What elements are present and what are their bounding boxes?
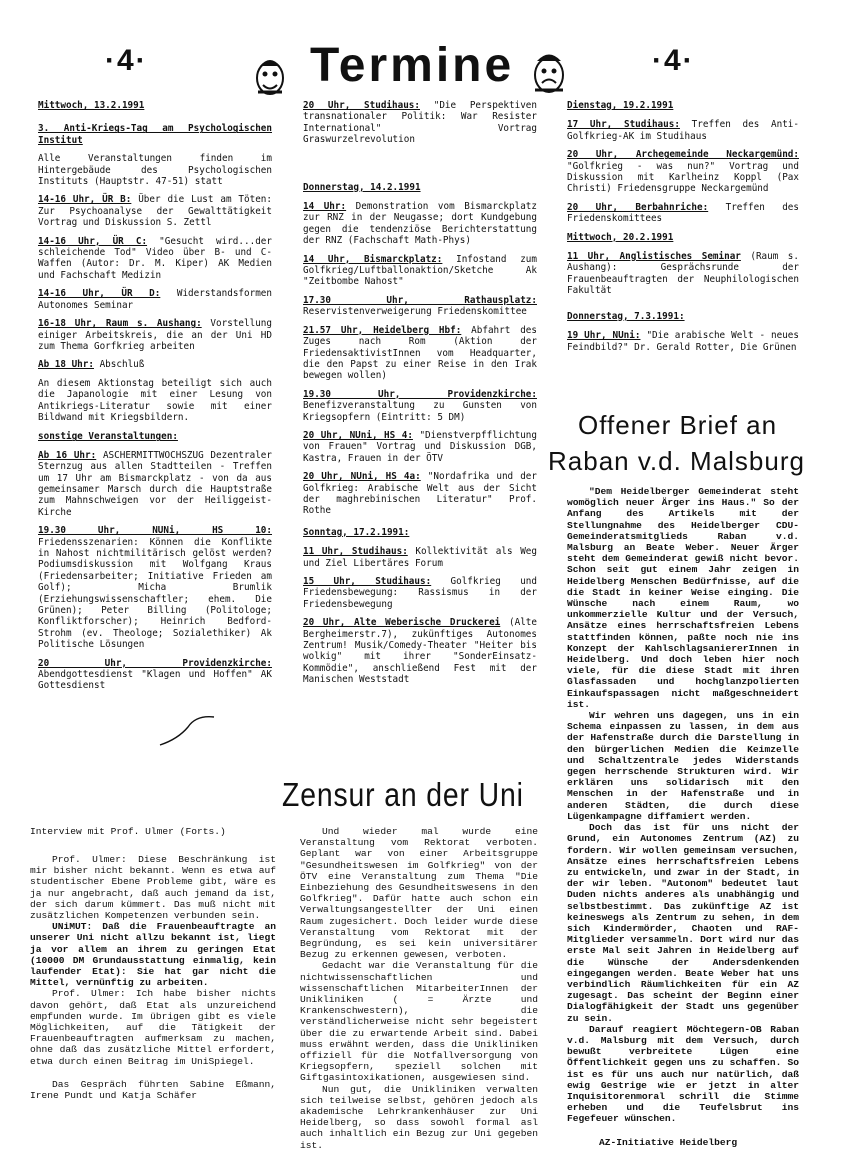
column-1: [38, 100, 272, 752]
date-heading: Donnerstag, 14.2.1991: [303, 181, 421, 193]
interview-text: Das Gespräch führten Sabine Eßmann, Irene Pundt und Katja Schäfer: [30, 1078, 276, 1102]
brief-body: [567, 486, 799, 1148]
event-item: [38, 658, 272, 692]
interview-speaker: UNiMUT:: [52, 921, 93, 933]
interview-text: Diese Beschränkung ist mir bisher nicht bekannt. Wenn es etwa auf studentischer Ebene Probleme gibt, wäre es ja nur angebracht, daß auch jemand da ist, der sich darum kümmert. Das muß nicht mit zusätzlichen Kompetenzen verbunden sein.: [30, 854, 276, 922]
event-text: Abschluß: [93, 359, 145, 371]
event-text: Treffen des Friedenskomittees: [567, 201, 799, 225]
event-item: [303, 576, 537, 610]
brief-title-line1: Offener Brief an: [578, 410, 778, 440]
event-text: Infostand zum Golfkrieg/Luftballonaktion/Sketche Ak "Zeitbombe Nahost": [303, 253, 537, 288]
interview-body: [30, 854, 276, 1101]
event-text: Golfkrieg und Friedensbewegung: Rassismus in der Friedensbewegung: [303, 576, 537, 610]
date-heading: Dienstag, 19.2.1991: [567, 100, 674, 111]
event-text: Über die Lust am Töten: Zur Psychoanalyse der Gewalttätigkeit Vortrag und Diskussion S. Zettl: [38, 194, 272, 229]
event-text: Vorstellung einiger Arbeitskreis, die an der Uni HD zum Thema Gorfkrieg arbeiten: [38, 318, 272, 352]
event-lead: Ab 16 Uhr:: [38, 449, 97, 461]
event-text: "Nordafrika und der Golfkrieg: Arabische Welt aus der Sicht der maghrebinischen Literatur" Prof. Rothe: [303, 471, 537, 517]
event-item: [38, 288, 272, 311]
event-item: [567, 251, 799, 297]
event-lead: 17 Uhr, Studihaus:: [567, 119, 680, 131]
event-lead: 14 Uhr:: [303, 201, 347, 213]
event-lead: 17.30 Uhr, Rathausplatz:: [303, 294, 537, 306]
event-lead: 16-18 Uhr, Raum s. Aushang:: [38, 318, 202, 330]
closing-text: An diesem Aktionstag beteiligt sich auch die Japanologie mit einer Lesung von Antikriegs-Literatur sowie mit einer Bildwand mit Kriegsbildern.: [38, 377, 272, 423]
event-lead: 14-16 Uhr, ÜR B:: [38, 194, 132, 206]
event-text: "Die arabische Welt - neues Feindbild?" Dr. Gerald Rotter, Die Grünen: [567, 330, 799, 353]
event-text: "Die Perspektiven transnationaler Politik: War Resister International" Vortrag Graswurzelrevolution: [303, 100, 537, 146]
event-text: Treffen des Anti-Golfkrieg-AK im Studihaus: [567, 119, 800, 142]
event-item: [303, 201, 537, 247]
event-lead: 15 Uhr, Studihaus:: [303, 576, 432, 587]
event-item: [303, 471, 537, 517]
event-item: [303, 325, 537, 382]
event-text: Friedensszenarien: Können die Konflikte in Nahost nichtmilitärisch gelöst werden? Podiumsdiskussion mit Wolfgang Kraus (Friedensarbeiter; Initiative Frieden am Golf); Micha Brumlik (Erziehungswissenschaftler; ehem. Die Grünen); Peter Billing (Politologe; Konfliktforscher); Heinrich Bedford-Strohm (ev. Theologe; Sozialethiker) Ak Politische Lösungen: [38, 536, 272, 651]
interview-paragraph: [30, 1079, 276, 1101]
mascot-right-icon: [530, 48, 568, 100]
date-heading: Donnerstag, 7.3.1991:: [567, 310, 685, 322]
event-lead: 14 Uhr, Bismarckplatz:: [303, 253, 443, 265]
event-item: [303, 617, 537, 685]
paragraph: Wir wehren uns dagegen, uns in ein Schema einpassen zu lassen, in dem aus der Hafenstraße durch die Darstellung in den bürgerlichen Medien die Keimzelle und Schaltzentrale jedes Widerstands gegen herrschende Strukturen wird. Wir erklären uns solidarisch mit den Menschen in der Hafenstraße und in anderen Städten, die durch diese Lügenkampagne diffamiert werden.: [567, 710, 799, 822]
event-lead: 20 Uhr, Archegemeinde Neckargemünd:: [567, 149, 799, 161]
brief-signature: AZ-Initiative Heidelberg: [599, 1136, 738, 1148]
event-item: [567, 119, 799, 142]
zensur-body: [300, 826, 538, 1151]
date-heading: Sonntag, 17.2.1991:: [303, 526, 410, 538]
event-lead: 20 Uhr, Berbahnriche:: [567, 201, 709, 213]
event-lead: 14-16 Uhr, ÜR D:: [38, 288, 161, 300]
event-lead: 20 Uhr, Studihaus:: [303, 100, 420, 111]
interview-text: Daß die Frauenbeauftragte an unserer Uni nicht allzu bekannt ist, liegt ja vor allem an ihrem zu geringen Etat (10000 DM Grundausstattung einmalig, kein laufender Etat): Sie hat gar nicht die Mittel, vernünftig zu arbeiten.: [30, 921, 276, 989]
event-lead: 21.57 Uhr, Heidelberg Hbf:: [303, 324, 462, 336]
interview-speaker: Prof. Ulmer:: [52, 988, 126, 1000]
date-heading: Mittwoch, 20.2.1991: [567, 231, 674, 243]
event-text: (Alte Bergheimerstr.7), zukünftiges Autonomes Zentrum! Musik/Comedy-Theater "Heiter bis wolkig" mit ihrer "SonderEinsatz-Kommödie", anschließend Fest mit der Manischen Weststadt: [303, 617, 537, 686]
interview-paragraph: [30, 854, 276, 921]
event-text: Abendgottesdienst "Klagen und Hoffen" AK Gottesdienst: [38, 669, 272, 692]
event-text: Demonstration vom Bismarckplatz zur RNZ in der Neugasse; dort Kundgebung gegen die tendenziöse Berichterstattung der RNZ (Fachschaft Math-Phys): [303, 201, 537, 247]
event-lead: 19.30 Uhr, Providenzkirche:: [303, 388, 537, 400]
paragraph: "Dem Heidelberger Gemeinderat steht womöglich neuer Ärger ins Haus." So der Anfang des Artikels mit der Stellungnahme des Heidelberger CDU-Gemeinderatsmitglieds Raban v.d. Malsburg an Beate Weber. Neuer Ärger steht dem Gemeinderat gewiß nicht bevor. Schon seit gut einem Jahr zeigen in Heidelberg Menschen Bedürfnisse, auf die die Stadt in keiner Weise einging. Die Wünsche nach einem Raum, wo unkommerzielle Kultur und der Versuch, Ansätze eines herrschaftsfreien Lebens stattfinden können, paßte noch nie ins Konzept der KahlschlagsaniererInnen in Heidelberg. Und doch leben hier noch viele, für die diese Stadt mit ihren Glasfassaden und hochglanzpolierten Einkaufspassagen nicht maßgeschneidert ist.: [567, 486, 799, 710]
paragraph: Nun gut, die Unikliniken verwalten sich teilweise selbst, gehören jedoch als akademische Lehrkrankenhäuser zur Uni Heidelberg, so dass sowohl formal asl auch inhaltlich ein Bezug zur Uni gegeben ist.: [300, 1083, 538, 1151]
event-text: "Gesucht wird...der schleichende Tod" Video über B- und C-Waffen (Autor: Dr. M. Kiper) AK Medien und Fachschaft Medizin: [38, 235, 272, 281]
event-item: [303, 389, 537, 423]
event-item: [38, 525, 272, 650]
interview-paragraph: [30, 921, 276, 988]
event-item: [38, 318, 272, 352]
brief-title-line2: Raban v.d. Malsburg: [548, 446, 805, 476]
event-text: ASCHERMITTWOCHSZUG Dezentraler Sternzug aus allen Stadtteilen - Treffen um 17 Uhr am Bismarckplatz - von da aus gemeinsamer Marsch durch die Hauptstraße zum Mahnschweigen vor der Heiliggeist-Kirche: [38, 449, 272, 518]
other-events-heading: sonstige Veranstaltungen:: [38, 431, 178, 443]
event-item: [38, 359, 272, 370]
event-text: "Golfkrieg - was nun?" Vortrag und Diskussion mit Karlheinz Koppl (Pax Christi) Friedensgruppe Neckargemünd: [567, 160, 799, 195]
event-lead: 20 Uhr, NUni, HS 4:: [303, 429, 413, 441]
event-text: "Dienstverpfflichtung von Frauen" Vortrag und Diskussion DGB, Kastra, Frauen in der ÖTV: [303, 429, 537, 464]
event-text: Kollektivität als Weg und Ziel Libertäres Forum: [303, 546, 538, 569]
event-text: Reservistenverweigerung Friedenskomittee: [303, 306, 527, 318]
event-item: [303, 546, 537, 569]
paragraph: Gedacht war die Veranstaltung für die nichtwissenschaftlichen und wissenschaftlichen MitarbeiterInnen der Unikliniken ( = Ärzte und Krankenschwestern), die verständlicherweise nicht sehr begeistert über die zu erwartende Arbeit sind. Dabei muss erwähnt werden, dass die Unikliniken offiziell für die Notfallversorgung von Kriegsopfern, speziell solchen mit Giftgasintoxikationen, ausgewiesen sind.: [300, 960, 538, 1084]
event-lead: 20 Uhr, Providenzkirche:: [38, 657, 272, 669]
intro-text: Alle Veranstaltungen finden im Hintergebäude des Psychologischen Instituts (Hauptstr. 47-51) statt: [38, 153, 272, 188]
event-item: [38, 236, 272, 282]
paragraph: Darauf reagiert Möchtegern-OB Raban v.d. Malsburg mit dem Versuch, durch bewußt verbreitete Lügen eine Öffentlichkeit gegen uns zu schaffen. So ist es für uns auch nur natürlich, daß ewig Gestrige wie er jetzt in alter Inquisitorenmoral schrill die Stimme erheben und die Teufelsbrut ins Fegefeuer wünschen.: [567, 1023, 799, 1125]
column-3: [567, 100, 799, 360]
interview-speaker: Prof. Ulmer:: [52, 854, 127, 865]
page-number-left: ·4·: [105, 44, 148, 77]
paragraph: Und wieder mal wurde eine Veranstaltung vom Rektorat verboten. Geplant war von einer Arbeitsgruppe "Gesundheitswesen im Golfkrieg" von der ÖTV eine Veranstaltung zum Thema "Die Einbeziehung des Gesundheitswesens in den Golfkrieg". Dafür hatte auch schon ein Verwaltungsangestellter der Uni einen Raum zugesichert. Doch leider wurde diese Veranstaltung vom Rektorat mit der Begründung, es sei kein universitärer Bezug zu erkennen gewesen, verboten.: [300, 826, 538, 961]
event-item: [38, 194, 272, 228]
interview-heading: Interview mit Prof. Ulmer (Forts.): [30, 826, 226, 837]
event-text: Widerstandsformen Autonomes Seminar: [38, 288, 272, 311]
signature-scribble-icon: [158, 709, 218, 749]
date-heading: Mittwoch, 13.2.1991: [38, 100, 145, 111]
event-item: [303, 254, 537, 288]
event-text: Benefizveranstaltung zu Gunsten von Kriegsopfern (Eintritt: 5 DM): [303, 400, 537, 423]
event-lead: 11 Uhr, Anglistisches Seminar: [567, 251, 741, 263]
event-lead: 14-16 Uhr, ÜR C:: [38, 235, 148, 247]
event-lead: Ab 18 Uhr:: [38, 359, 94, 371]
event-item: [303, 430, 537, 464]
paragraph: Doch das ist für uns nicht der Grund, ein Autonomes Zentrum (AZ) zu fordern. Wir wollen gemeinsam versuchen, Ansätze eines herrschaftsfreien Lebens zu entwickeln, und zwar in der Stadt, in der wir leben. "Autonom" bedeutet laut Duden nichts anderes als unabhängig und selbstbestimmt. Das zukünftige AZ ist keineswegs als Zentrum zu sehen, in dem sich Kindermörder, Chaoten und RAF-Mitglieder versammeln. Dort wird nur das erste Mal seit Jahren in Heidelberg auf die Wünsche der Andersdenkenden eingegangen werden. Beate Weber hat uns verbindlich Räumlichkeiten für ein AZ zugesagt. Das scheint der Beginn einer Dialogfähigkeit der Stadt uns gegenüber zu sein.: [567, 822, 799, 1024]
event-item: [303, 295, 537, 318]
event-item: [567, 202, 799, 225]
event-lead: 19.30 Uhr, NUNi, HS 10:: [38, 525, 272, 537]
interview-text: Ich habe bisher nichts davon gehört, daß Etat als unzureichend empfunden wurde. Im übrigen gibt es viele Möglichkeiten, auf die Tätigkeit der Frauenbeauftragten aufmerksam zu machen, ohne daß das zusätzliche Mittel erfordert, etwa durch einen Beitrag im UniSpiegel.: [30, 988, 276, 1067]
page-title: Termine: [310, 39, 515, 92]
event-item: [567, 149, 799, 195]
column-2: [303, 100, 537, 693]
mascot-left-icon: [252, 52, 288, 102]
event-lead: 19 Uhr, NUni:: [567, 330, 641, 342]
section-title: 3. Anti-Kriegs-Tag am Psychologischen Institut: [38, 123, 272, 146]
event-lead: 11 Uhr, Studihaus:: [303, 546, 408, 558]
event-item: [38, 450, 272, 518]
interview-paragraph: [30, 988, 276, 1066]
event-text: Abfahrt des Zuges nach Rom (Aktion der FriedensaktivistInnen vom Headquarter, die den Papst zu einer Reise in den Irak bewegen wollen): [303, 324, 537, 382]
zensur-title: Zensur an der Uni: [282, 776, 524, 813]
page-number-right: ·4·: [652, 44, 695, 77]
event-text: (Raum s. Aushang): Gesprächsrunde der Frauenbeauftragten der Neuphilologischen Fakultät: [567, 251, 799, 297]
event-item: [567, 330, 799, 353]
event-lead: 20 Uhr, NUni, HS 4a:: [303, 471, 421, 483]
event-lead: 20 Uhr, Alte Weberische Druckerei: [303, 617, 501, 629]
